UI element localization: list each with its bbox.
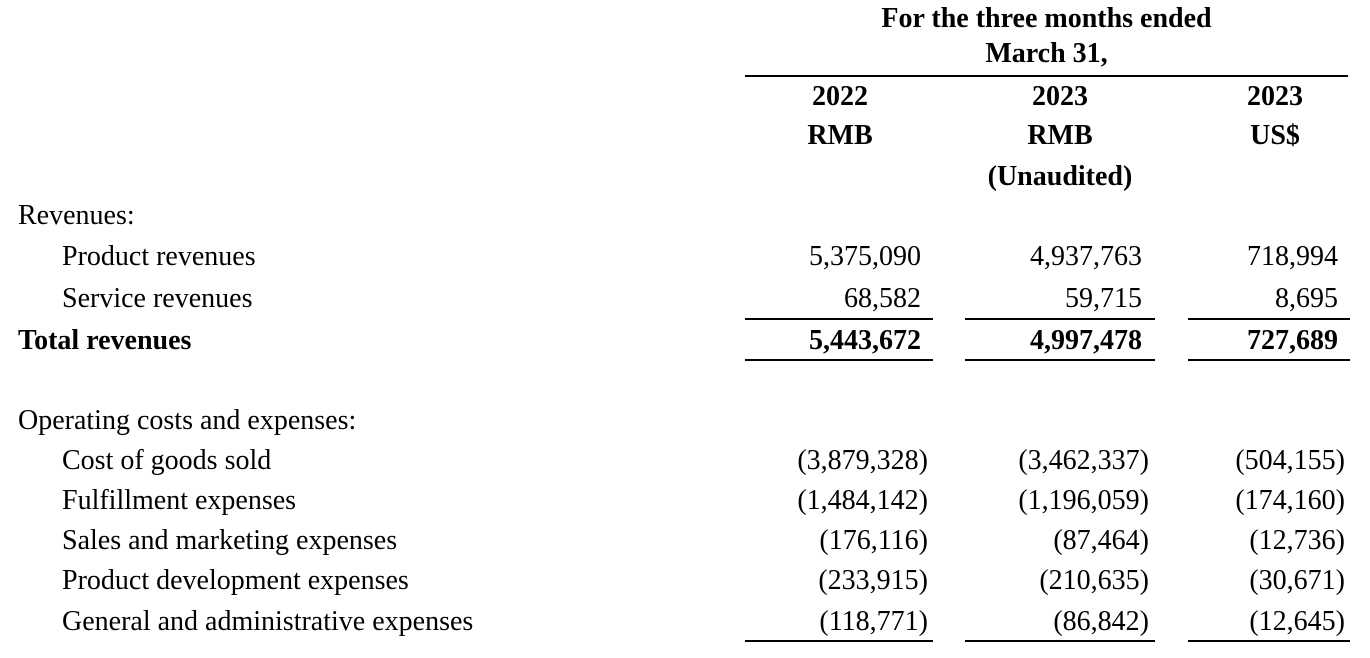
product-development-2023-rmb: (210,635): [1039, 565, 1149, 596]
col2-year: 2023: [1032, 81, 1088, 112]
product-revenues-2022: 5,375,090: [809, 241, 921, 272]
product-development-2023-usd: (30,671): [1249, 565, 1345, 596]
total-revenues-2023-rmb: 4,997,478: [1030, 325, 1142, 356]
total-rule-col1: [745, 359, 933, 361]
period-header-rule: [745, 75, 1348, 77]
general-admin-2023-rmb: (86,842): [1053, 606, 1149, 637]
row-label-product-revenues: Product revenues: [62, 241, 256, 272]
fulfillment-2023-usd: (174,160): [1235, 485, 1345, 516]
product-development-2022: (233,915): [818, 565, 928, 596]
row-label-total-revenues: Total revenues: [18, 325, 192, 356]
opex-rule-col3: [1188, 640, 1350, 642]
total-rule-col2: [965, 359, 1155, 361]
col2-currency: RMB: [1027, 120, 1093, 151]
product-revenues-2023-rmb: 4,937,763: [1030, 241, 1142, 272]
row-label-service-revenues: Service revenues: [62, 283, 253, 314]
opex-rule-col1: [745, 640, 933, 642]
opex-rule-col2: [965, 640, 1155, 642]
total-revenues-2023-usd: 727,689: [1247, 325, 1338, 356]
sales-marketing-2023-rmb: (87,464): [1053, 525, 1149, 556]
cogs-2023-usd: (504,155): [1235, 445, 1345, 476]
period-header-line2: March 31,: [985, 38, 1108, 69]
subtotal-rule-col1: [745, 318, 933, 320]
col3-currency: US$: [1250, 120, 1300, 151]
row-label-fulfillment-expenses: Fulfillment expenses: [62, 485, 297, 516]
row-label-product-development: Product development expenses: [62, 565, 409, 596]
col3-year: 2023: [1247, 81, 1303, 112]
row-label-cost-of-goods-sold: Cost of goods sold: [62, 445, 272, 476]
revenues-heading: Revenues:: [18, 200, 135, 231]
fulfillment-2023-rmb: (1,196,059): [1018, 485, 1149, 516]
opex-heading: Operating costs and expenses:: [18, 405, 357, 436]
row-label-sales-and-marketing: Sales and marketing expenses: [62, 525, 398, 556]
period-header-line1: For the three months ended: [881, 3, 1212, 34]
row-label-general-and-administrative: General and administrative expenses: [62, 606, 474, 637]
col1-currency: RMB: [807, 120, 873, 151]
cogs-2023-rmb: (3,462,337): [1018, 445, 1149, 476]
product-revenues-2023-usd: 718,994: [1247, 241, 1338, 272]
general-admin-2022: (118,771): [819, 606, 928, 637]
total-rule-col3: [1188, 359, 1350, 361]
service-revenues-2023-usd: 8,695: [1275, 283, 1338, 314]
general-admin-2023-usd: (12,645): [1249, 606, 1345, 637]
service-revenues-2023-rmb: 59,715: [1065, 283, 1142, 314]
subtotal-rule-col2: [965, 318, 1155, 320]
col1-year: 2022: [812, 81, 868, 112]
cogs-2022: (3,879,328): [797, 445, 928, 476]
service-revenues-2022: 68,582: [844, 283, 921, 314]
sales-marketing-2022: (176,116): [819, 525, 928, 556]
subtotal-rule-col3: [1188, 318, 1350, 320]
total-revenues-2022: 5,443,672: [809, 325, 921, 356]
sales-marketing-2023-usd: (12,736): [1249, 525, 1345, 556]
col2-note: (Unaudited): [987, 161, 1133, 192]
fulfillment-2022: (1,484,142): [797, 485, 928, 516]
